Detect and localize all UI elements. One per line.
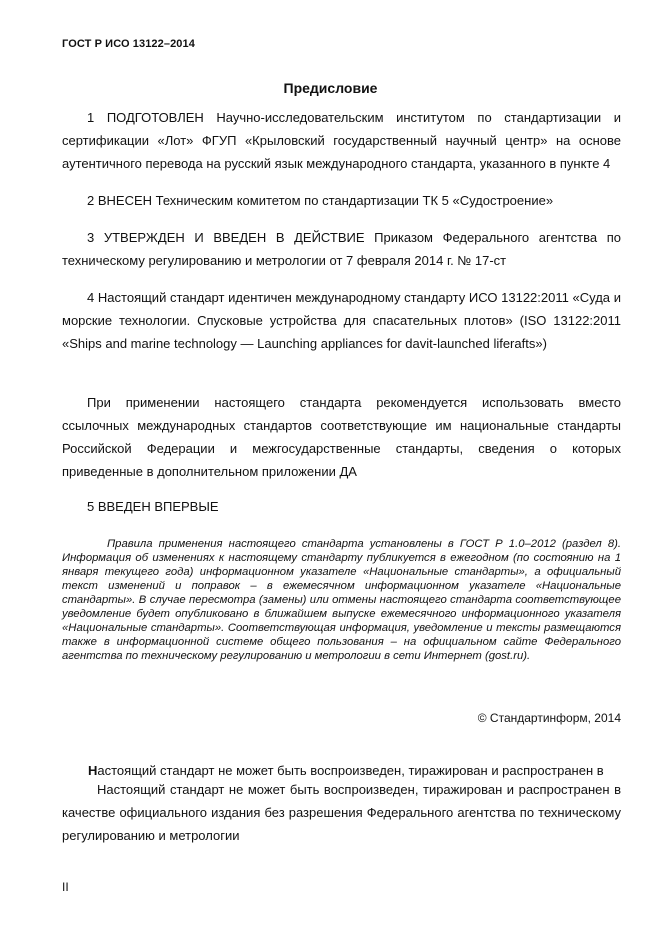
rights-line-overlay xyxy=(88,763,621,779)
rights-statement: Настоящий стандарт не может быть воспроизведен, тиражирован и распространен в качестве официального издания без разрешения Федерального агентства по техническому регулированию и метрологии xyxy=(62,782,621,843)
standard-code-header: ГОСТ Р ИСО 13122–2014 xyxy=(62,38,195,50)
paragraph-submitted: 2 ВНЕСЕН Техническим комитетом по стандартизации ТК 5 «Судостроение» xyxy=(87,193,554,208)
rights-line-overlay-text: астоящий стандарт не может быть воспроизведен, тиражирован и распространен в xyxy=(97,763,604,778)
paragraph-application: При применении настоящего стандарта рекомендуется использовать вместо ссылочных международных стандартов соответствующие им национальные стандарты Российской Федерации и межгосударственные стандарты, сведения о которых приведенные в дополнительном приложении ДА xyxy=(62,395,621,479)
paragraph-prepared: 1 ПОДГОТОВЛЕН Научно-исследовательским институтом по стандартизации и сертификации «Лот» ФГУП «Крыловский государственный научный центр» на основе аутентичного перевода на русский язык международного стандарта, указанного в пункте 4 xyxy=(62,110,621,171)
copyright-line: © Стандартинформ, 2014 xyxy=(477,711,621,725)
usage-notice: Правила применения настоящего стандарта установлены в ГОСТ Р 1.0–2012 (раздел 8). Информация об изменениях к настоящему стандарту публикуется в ежегодном (по состоянию на 1 января текущего года) информационном указателе «Национальные стандарты», а официальный текст изменений и поправок – в ежемесячном информационном указателе «Национальные стандарты». В случае пересмотра (замены) или отмены настоящего стандарта соответствующее уведомление будет опубликовано в ближайшем выпуске ежемесячного информационного указателя «Национальные стандарты». Соответствующая информация, уведомление и тексты размещаются также в информационной системе общего пользования – на официальном сайте Федерального агентства по техническому регулированию и метрологии в сети Интернет (gost.ru). xyxy=(62,538,621,662)
paragraph-first-introduced: 5 ВВЕДЕН ВПЕРВЫЕ xyxy=(87,499,219,514)
paragraph-approved: 3 УТВЕРЖДЕН И ВВЕДЕН В ДЕЙСТВИЕ Приказом Федерального агентства по техническому регулированию и метрологии от 7 февраля 2014 г. № 17-ст xyxy=(62,230,621,268)
page-number: II xyxy=(62,880,69,894)
paragraph-identical: 4 Настоящий стандарт идентичен международному стандарту ИСО 13122:2011 «Суда и морские технологии. Спусковые устройства для спасательных плотов» (ISO 13122:2011 «Ships and marine technology — Launching appliances for davit-launched liferafts») xyxy=(62,290,621,351)
rights-initial-letter: Н xyxy=(88,763,98,778)
page-title: Предисловие xyxy=(283,80,378,96)
